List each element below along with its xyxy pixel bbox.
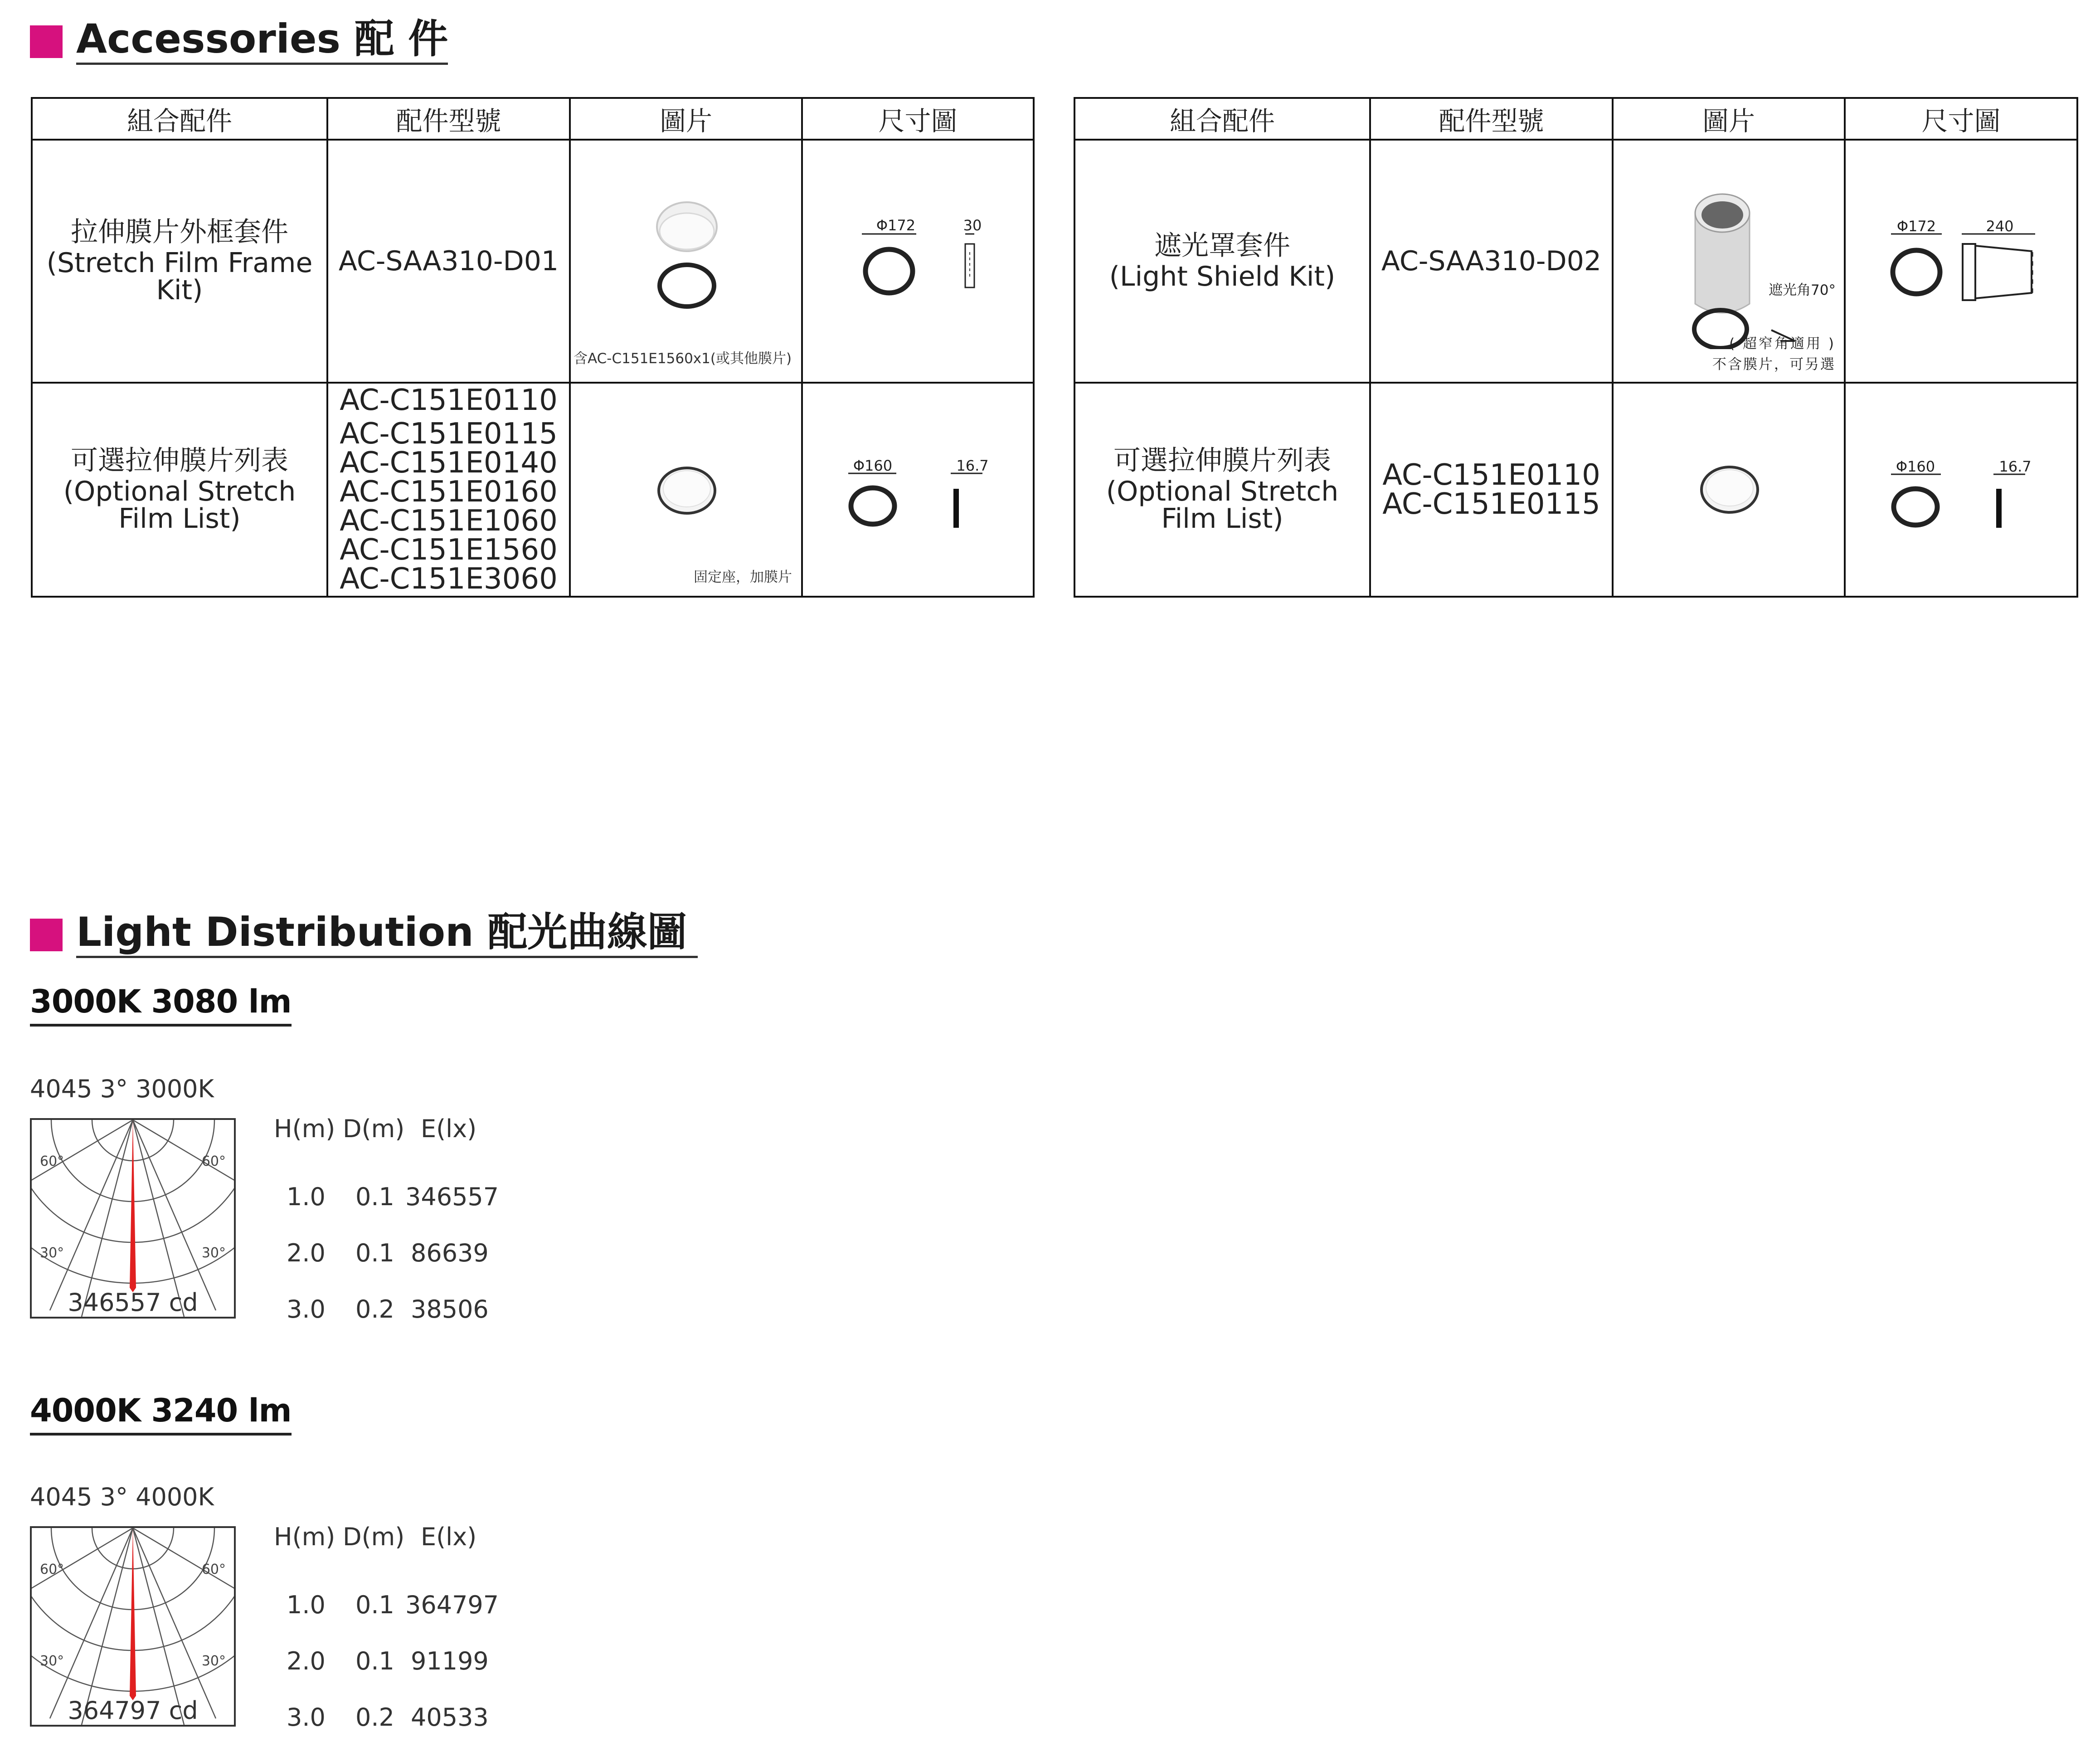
film-model-list xyxy=(328,386,569,594)
table-row: 3.0 0.2 38506 xyxy=(287,1295,489,1324)
distribution-title: Light Distribution 配光曲線圖 xyxy=(76,911,698,958)
peak-candela: 346557 cd xyxy=(68,1288,198,1317)
peak-candela: 364797 cd xyxy=(68,1696,198,1725)
film-image xyxy=(642,459,732,522)
polar-chart xyxy=(30,1118,236,1319)
table-row: 3.0 0.2 40533 xyxy=(287,1703,489,1732)
shield-note-1: ( 超窄角適用 ) xyxy=(1729,336,1836,352)
header-kit: 組合配件 xyxy=(1074,98,1370,140)
film-list-name-cn: 可選拉伸膜片列表 xyxy=(71,445,288,477)
table-row xyxy=(1074,383,2077,597)
film-image xyxy=(1684,458,1775,521)
film-dimension-drawing xyxy=(803,456,1030,556)
film-list-name-en-2: Film List) xyxy=(1161,503,1283,535)
shield-dimension-drawing xyxy=(1846,213,2077,331)
angle-label-60-left: 60° xyxy=(40,1562,64,1577)
film-height: 16.7 xyxy=(1999,458,2032,475)
film-diameter: Φ160 xyxy=(1896,458,1935,475)
frame-kit-note: 含AC-C151E1560x1(或其他膜片) xyxy=(574,350,792,367)
accessories-title: Accessories 配 件 xyxy=(76,18,448,65)
list-item: AC-C151E3060 xyxy=(340,562,558,596)
frame-kit-image xyxy=(614,200,759,349)
table-row: 1.0 0.1 364797 xyxy=(287,1591,499,1619)
header-model: 配件型號 xyxy=(1370,98,1613,140)
table-row xyxy=(32,383,1034,597)
shield-length: 240 xyxy=(1986,218,2014,235)
angle-label-60-right: 60° xyxy=(201,1562,226,1577)
beam-curve xyxy=(130,1528,136,1700)
accessories-table-right xyxy=(1074,97,2078,598)
illuminance-table-header: H(m) D(m) E(lx) xyxy=(274,1114,477,1143)
distribution-heading xyxy=(30,911,698,958)
list-item: AC-C151E0110 xyxy=(1382,458,1600,492)
kit-name-cn: 拉伸膜片外框套件 xyxy=(71,216,288,248)
accessories-table-left xyxy=(31,97,1035,598)
film-list-name-en-1: (Optional Stretch xyxy=(63,476,296,507)
heading-marker xyxy=(30,25,63,58)
film-note: 固定座，加膜片 xyxy=(694,569,792,585)
shield-kit-name-en: (Light Shield Kit) xyxy=(1109,261,1336,292)
header-picture: 圖片 xyxy=(1613,98,1845,140)
light-shield-image xyxy=(1686,186,1831,349)
table-row: 1.0 0.1 346557 xyxy=(287,1183,499,1211)
frame-kit-height: 30 xyxy=(963,217,982,234)
shield-kit-name-cn: 遮光罩套件 xyxy=(1154,230,1290,262)
heading-marker xyxy=(30,919,63,951)
shield-diameter: Φ172 xyxy=(1896,218,1936,235)
distribution-label: 4045 3° 3000K xyxy=(30,1075,214,1103)
angle-label-30-left: 30° xyxy=(40,1245,64,1261)
shield-note-2: 不含膜片，可另選 xyxy=(1712,356,1836,373)
list-item: AC-C151E0110 xyxy=(340,384,558,417)
table-row: 2.0 0.1 86639 xyxy=(287,1239,489,1267)
angle-label-30-right: 30° xyxy=(201,1653,226,1669)
frame-kit-diameter: Φ172 xyxy=(876,217,916,234)
header-dimension: 尺寸圖 xyxy=(1845,98,2077,140)
film-model-list xyxy=(1371,458,1612,521)
table-row xyxy=(1074,140,2077,383)
illuminance-table-header: H(m) D(m) E(lx) xyxy=(274,1523,477,1551)
film-diameter: Φ160 xyxy=(853,457,893,474)
angle-label-30-left: 30° xyxy=(40,1653,64,1669)
polar-grid xyxy=(32,1120,234,1317)
header-kit: 組合配件 xyxy=(32,98,327,140)
header-dimension: 尺寸圖 xyxy=(802,98,1034,140)
angle-label-60-right: 60° xyxy=(201,1153,226,1169)
film-dimension-drawing xyxy=(1846,456,2077,556)
kit-model: AC-SAA310-D01 xyxy=(338,245,559,277)
film-list-name-cn: 可選拉伸膜片列表 xyxy=(1113,445,1331,477)
list-item: AC-C151E1560 xyxy=(340,533,558,567)
accessories-heading xyxy=(30,15,448,65)
table-row: 2.0 0.1 91199 xyxy=(287,1647,489,1675)
polar-chart xyxy=(30,1526,236,1727)
list-item: AC-C151E1060 xyxy=(340,504,558,538)
film-list-name-en-1: (Optional Stretch xyxy=(1106,476,1339,507)
beam-curve xyxy=(130,1120,136,1292)
header-picture: 圖片 xyxy=(570,98,802,140)
list-item: AC-C151E0160 xyxy=(340,475,558,509)
list-item: AC-C151E0140 xyxy=(340,446,558,480)
distribution-block-heading: 4000K 3240 lm xyxy=(30,1392,292,1436)
angle-label-30-right: 30° xyxy=(201,1245,226,1261)
distribution-label: 4045 3° 4000K xyxy=(30,1483,214,1511)
list-item: AC-C151E0115 xyxy=(1382,487,1600,521)
shield-angle-note: 遮光角70° xyxy=(1769,282,1836,298)
film-height: 16.7 xyxy=(956,457,989,474)
polar-grid xyxy=(32,1528,234,1725)
angle-label-60-left: 60° xyxy=(40,1153,64,1169)
shield-kit-model: AC-SAA310-D02 xyxy=(1381,245,1602,277)
table-row xyxy=(32,140,1034,383)
kit-name-en: (Stretch Film Frame Kit) xyxy=(46,247,313,306)
list-item: AC-C151E0115 xyxy=(340,417,558,451)
film-list-name-en-2: Film List) xyxy=(118,503,241,535)
header-model: 配件型號 xyxy=(327,98,570,140)
distribution-block-heading: 3000K 3080 lm xyxy=(30,983,292,1027)
